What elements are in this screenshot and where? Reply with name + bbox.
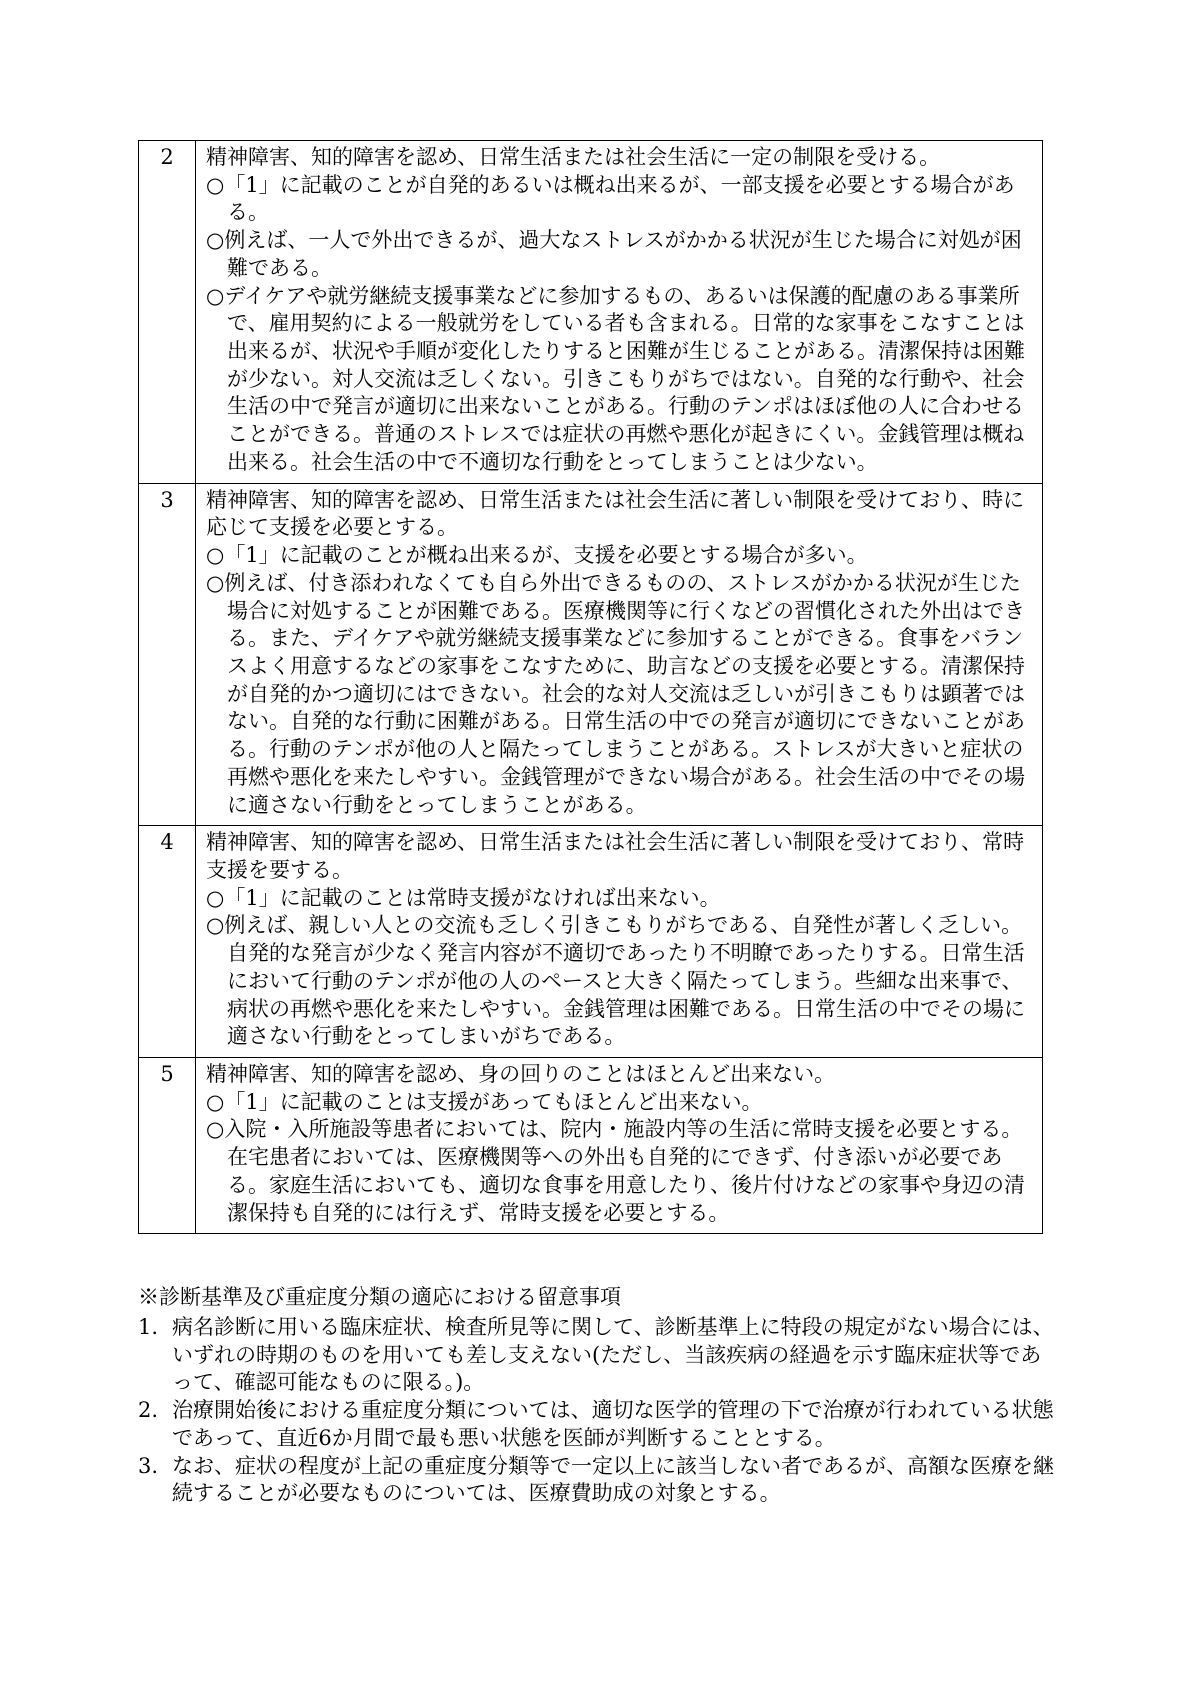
severity-level-2: 2 (139, 141, 196, 484)
severity-description-2 (196, 141, 1043, 484)
note-number: 1. (138, 1315, 159, 1340)
severity-level-3: 3 (139, 483, 196, 826)
row-intro: 精神障害、知的障害を認め、日常生活または社会生活に一定の制限を受ける。 (206, 145, 941, 169)
severity-description-4 (196, 826, 1043, 1058)
table-row-level-2 (139, 141, 1043, 484)
note-number: 2. (138, 1398, 159, 1423)
severity-classification-table (138, 140, 1043, 1234)
note-item-3 (138, 1453, 1058, 1508)
note-text: 病名診断に用いる臨床症状、検査所見等に関して、診断基準上に特段の規定がない場合には、いずれの時期のものを用いても差し支えない(ただし、当該疾病の経過を示す臨床症状等であって、確認可能なものに限る。)。 (172, 1315, 1054, 1395)
row-intro: 精神障害、知的障害を認め、身の回りのことはほとんど出来ない。 (206, 1062, 836, 1086)
severity-level-4: 4 (139, 826, 196, 1058)
table-row-level-4 (139, 826, 1043, 1058)
note-number: 3. (138, 1453, 159, 1478)
row-item: ○例えば、付き添われなくても自ら外出できるものの、ストレスがかかる状況が生じた場合に対処することが困難である。医療機関等に行くなどの習慣化された外出はできる。また、デイケアや就労継続支援事業などに参加することができる。食事をバランスよく用意するなどの家事をこなすために、助言などの支援を必要とする。清潔保持が自発的かつ適切にはできない。社会的な対人交流は乏しいが引きこもりは顕著ではない。自発的な行動に困難がある。日常生活の中での発言が適切にできないことがある。行動のテンポが他の人と隔たってしまうことがある。ストレスが大きいと症状の再燃や悪化を来たしやすい。金銭管理ができない場合がある。社会生活の中でその場に適さない行動をとってしまうことがある。 (206, 570, 1025, 817)
note-item-2 (138, 1397, 1058, 1452)
row-intro: 精神障害、知的障害を認め、日常生活または社会生活に著しい制限を受けており、常時支援を要する。 (206, 830, 1025, 882)
notes-heading: ※診断基準及び重症度分類の適応における留意事項 (138, 1285, 621, 1310)
row-item: ○「1」に記載のことが概ね出来るが、支援を必要とする場合が多い。 (206, 543, 868, 568)
row-item: ○例えば、親しい人との交流も乏しく引きこもりがちである、自発性が著しく乏しい。自発的な発言が少なく発言内容が不適切であったり不明瞭であったりする。日常生活において行動のテンポが他の人のペースと大きく隔たってしまう。些細な出来事で、病状の再燃や悪化を来たしやすい。金銭管理は困難である。日常生活の中でその場に適さない行動をとってしまいがちである。 (206, 913, 1025, 1049)
row-item: ○デイケアや就労継続支援事業などに参加するもの、あるいは保護的配慮のある事業所で、雇用契約による一般就労をしている者も含まれる。日常的な家事をこなすことは出来るが、状況や手順が変化したりすると困難が生じることがある。清潔保持は困難が少ない。対人交流は乏しくない。引きこもりがちではない。自発的な行動や、社会生活の中で発言が適切に出来ないことがある。行動のテンポはほぼ他の人に合わせることができる。普通のストレスでは症状の再燃や悪化が起きにくい。金銭管理は概ね出来る。社会生活の中で不適切な行動をとってしまうことは少ない。 (206, 283, 1025, 474)
row-item: ○「1」に記載のことは常時支援がなければ出来ない。 (206, 885, 721, 910)
row-intro: 精神障害、知的障害を認め、日常生活または社会生活に著しい制限を受けており、時に応じて支援を必要とする。 (206, 487, 1025, 540)
row-item: ○「1」に記載のことが自発的あるいは概ね出来るが、一部支援を必要とする場合がある。 (206, 172, 1015, 225)
notes-section (138, 1284, 1058, 1508)
severity-description-3 (196, 483, 1043, 826)
severity-level-5: 5 (139, 1058, 196, 1234)
row-item: ○例えば、一人で外出できるが、過大なストレスがかかる状況が生じた場合に対処が困難である。 (206, 228, 1022, 280)
note-item-1 (138, 1314, 1058, 1397)
note-text: なお、症状の程度が上記の重症度分類等で一定以上に該当しない者であるが、高額な医療を継続することが必要なものについては、医療費助成の対象とする。 (172, 1453, 1054, 1506)
table-row-level-5 (139, 1058, 1043, 1234)
row-item: ○「1」に記載のことは支援があってもほとんど出来ない。 (206, 1089, 763, 1114)
row-item: ○入院・入所施設等患者においては、院内・施設内等の生活に常時支援を必要とする。在宅患者においては、医療機関等への外出も自発的にできず、付き添いが必要である。家庭生活においても、適切な食事を用意したり、後片付けなどの家事や身辺の清潔保持も自発的には行えず、常時支援を必要とする。 (206, 1117, 1025, 1225)
severity-description-5 (196, 1058, 1043, 1234)
note-text: 治療開始後における重症度分類については、適切な医学的管理の下で治療が行われている状態であって、直近6か月間で最も悪い状態を医師が判断することとする。 (172, 1398, 1054, 1450)
table-row-level-3 (139, 483, 1043, 826)
